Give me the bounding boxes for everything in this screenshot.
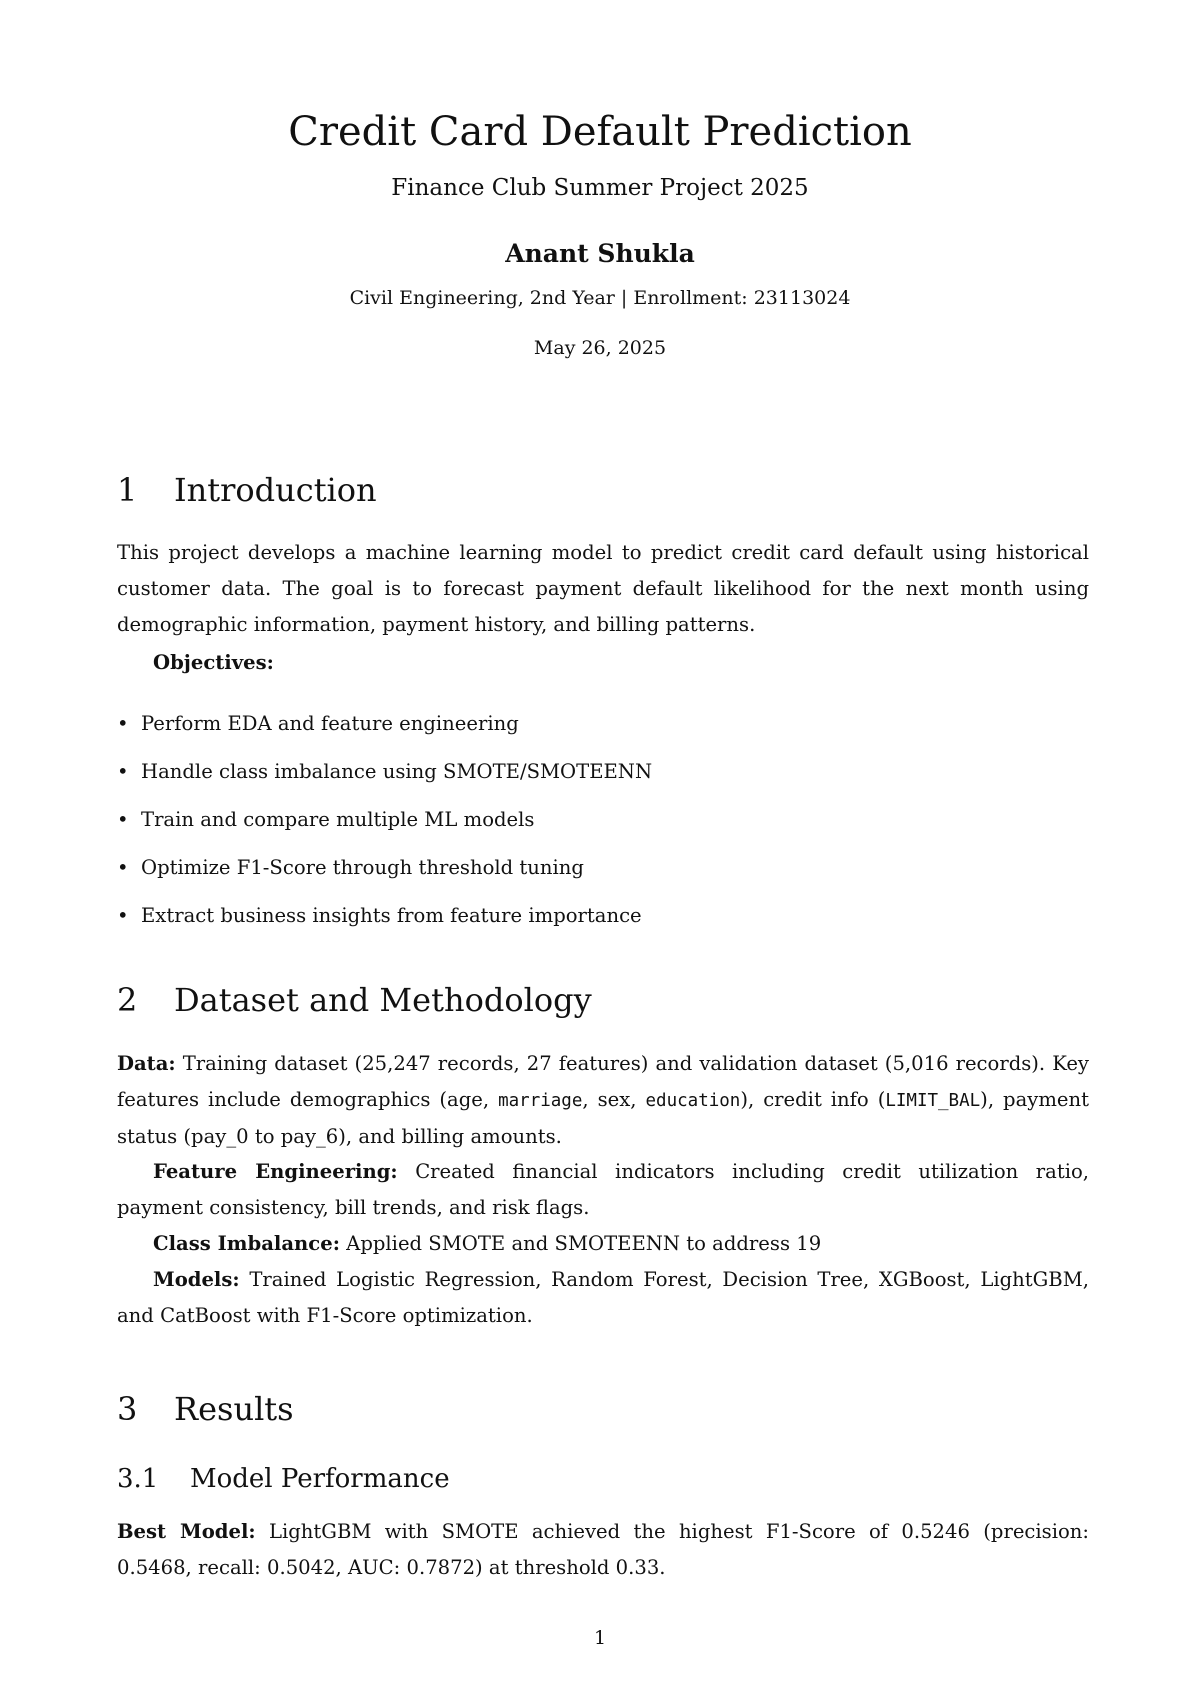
paper-subtitle: Finance Club Summer Project 2025: [391, 175, 809, 201]
section-number: 3: [117, 1390, 138, 1428]
class-imbalance-text: Applied SMOTE and SMOTEENN to address 19: [346, 1232, 822, 1255]
bullet-icon: •: [117, 760, 129, 783]
list-item: [117, 892, 652, 940]
objective-text: Train and compare multiple ML models: [141, 808, 535, 831]
code-term: LIMIT_BAL: [885, 1091, 981, 1111]
feature-engineering-label: Feature Engineering:: [153, 1160, 398, 1183]
subsection-title: Model Performance: [190, 1464, 450, 1494]
objectives-label: Objectives:: [153, 651, 274, 674]
objective-text: Perform EDA and feature engineering: [141, 712, 519, 735]
list-item: [117, 748, 652, 796]
section-number: 1: [117, 471, 138, 509]
section-heading-dataset-methodology: [117, 980, 592, 1020]
bullet-icon: •: [117, 904, 129, 927]
models-text: Trained Logistic Regression, Random Forest, Decision Tree, XGBoost, LightGBM, and CatBoost with F1-Score optimization.: [117, 1268, 1089, 1327]
data-text: ), payment status (pay_0 to pay_6), and billing amounts.: [117, 1088, 1089, 1148]
section-heading-introduction: [117, 470, 377, 510]
data-paragraph: [117, 1046, 1089, 1155]
best-model-paragraph: [117, 1514, 1089, 1586]
models-paragraph: [117, 1262, 1089, 1334]
bullet-icon: •: [117, 856, 129, 879]
class-imbalance-paragraph: [117, 1226, 1089, 1262]
data-text: Training dataset (25,247 records, 27 features) and validation dataset (5,016 records). Key features include demographics (age,: [117, 1052, 1089, 1111]
data-text: ), credit info (: [740, 1088, 886, 1111]
best-model-text: LightGBM with SMOTE achieved the highest F1-Score of 0.5246 (precision: 0.5468, recall: 0.5042, AUC: 0.7872) at threshold 0.33.: [117, 1520, 1090, 1579]
bullet-icon: •: [117, 808, 129, 831]
section-title: Results: [174, 1390, 294, 1428]
intro-paragraph: This project develops a machine learning model to predict credit card default using historical customer data. The goal is to forecast payment default likelihood for the next month using demographic information, payment history, and billing patterns.: [117, 541, 1089, 636]
author-name: Anant Shukla: [505, 239, 695, 268]
list-item: [117, 700, 652, 748]
objectives-list: [117, 700, 652, 940]
code-term: education: [645, 1091, 741, 1111]
objectives-label-line: [117, 645, 1089, 681]
section-title: Introduction: [174, 471, 377, 509]
paper-date: May 26, 2025: [533, 337, 667, 359]
objective-text: Handle class imbalance using SMOTE/SMOTEENN: [141, 760, 653, 783]
section-number: 2: [117, 981, 138, 1019]
subsection-number: 3.1: [117, 1464, 159, 1494]
section-heading-results: [117, 1389, 294, 1429]
objective-text: Extract business insights from feature importance: [141, 904, 642, 927]
author-affiliation: Civil Engineering, 2nd Year | Enrollment: 23113024: [349, 287, 851, 309]
page-number: 1: [593, 1627, 607, 1649]
list-item: [117, 844, 652, 892]
data-text: , sex,: [582, 1088, 646, 1111]
section-title: Dataset and Methodology: [174, 981, 592, 1019]
objective-text: Optimize F1-Score through threshold tuning: [141, 856, 584, 879]
data-label: Data:: [117, 1052, 176, 1075]
subsection-heading-model-performance: [117, 1462, 450, 1496]
list-item: [117, 796, 652, 844]
bullet-icon: •: [117, 712, 129, 735]
best-model-label: Best Model:: [117, 1520, 256, 1543]
feature-engineering-text: Created financial indicators including credit utilization ratio, payment consistency, bill trends, and risk flags.: [117, 1160, 1089, 1219]
class-imbalance-label: Class Imbalance:: [153, 1232, 340, 1255]
code-term: marriage: [498, 1091, 583, 1111]
models-label: Models:: [153, 1268, 240, 1291]
feature-engineering-paragraph: [117, 1154, 1089, 1226]
paper-title: Credit Card Default Prediction: [288, 109, 912, 155]
